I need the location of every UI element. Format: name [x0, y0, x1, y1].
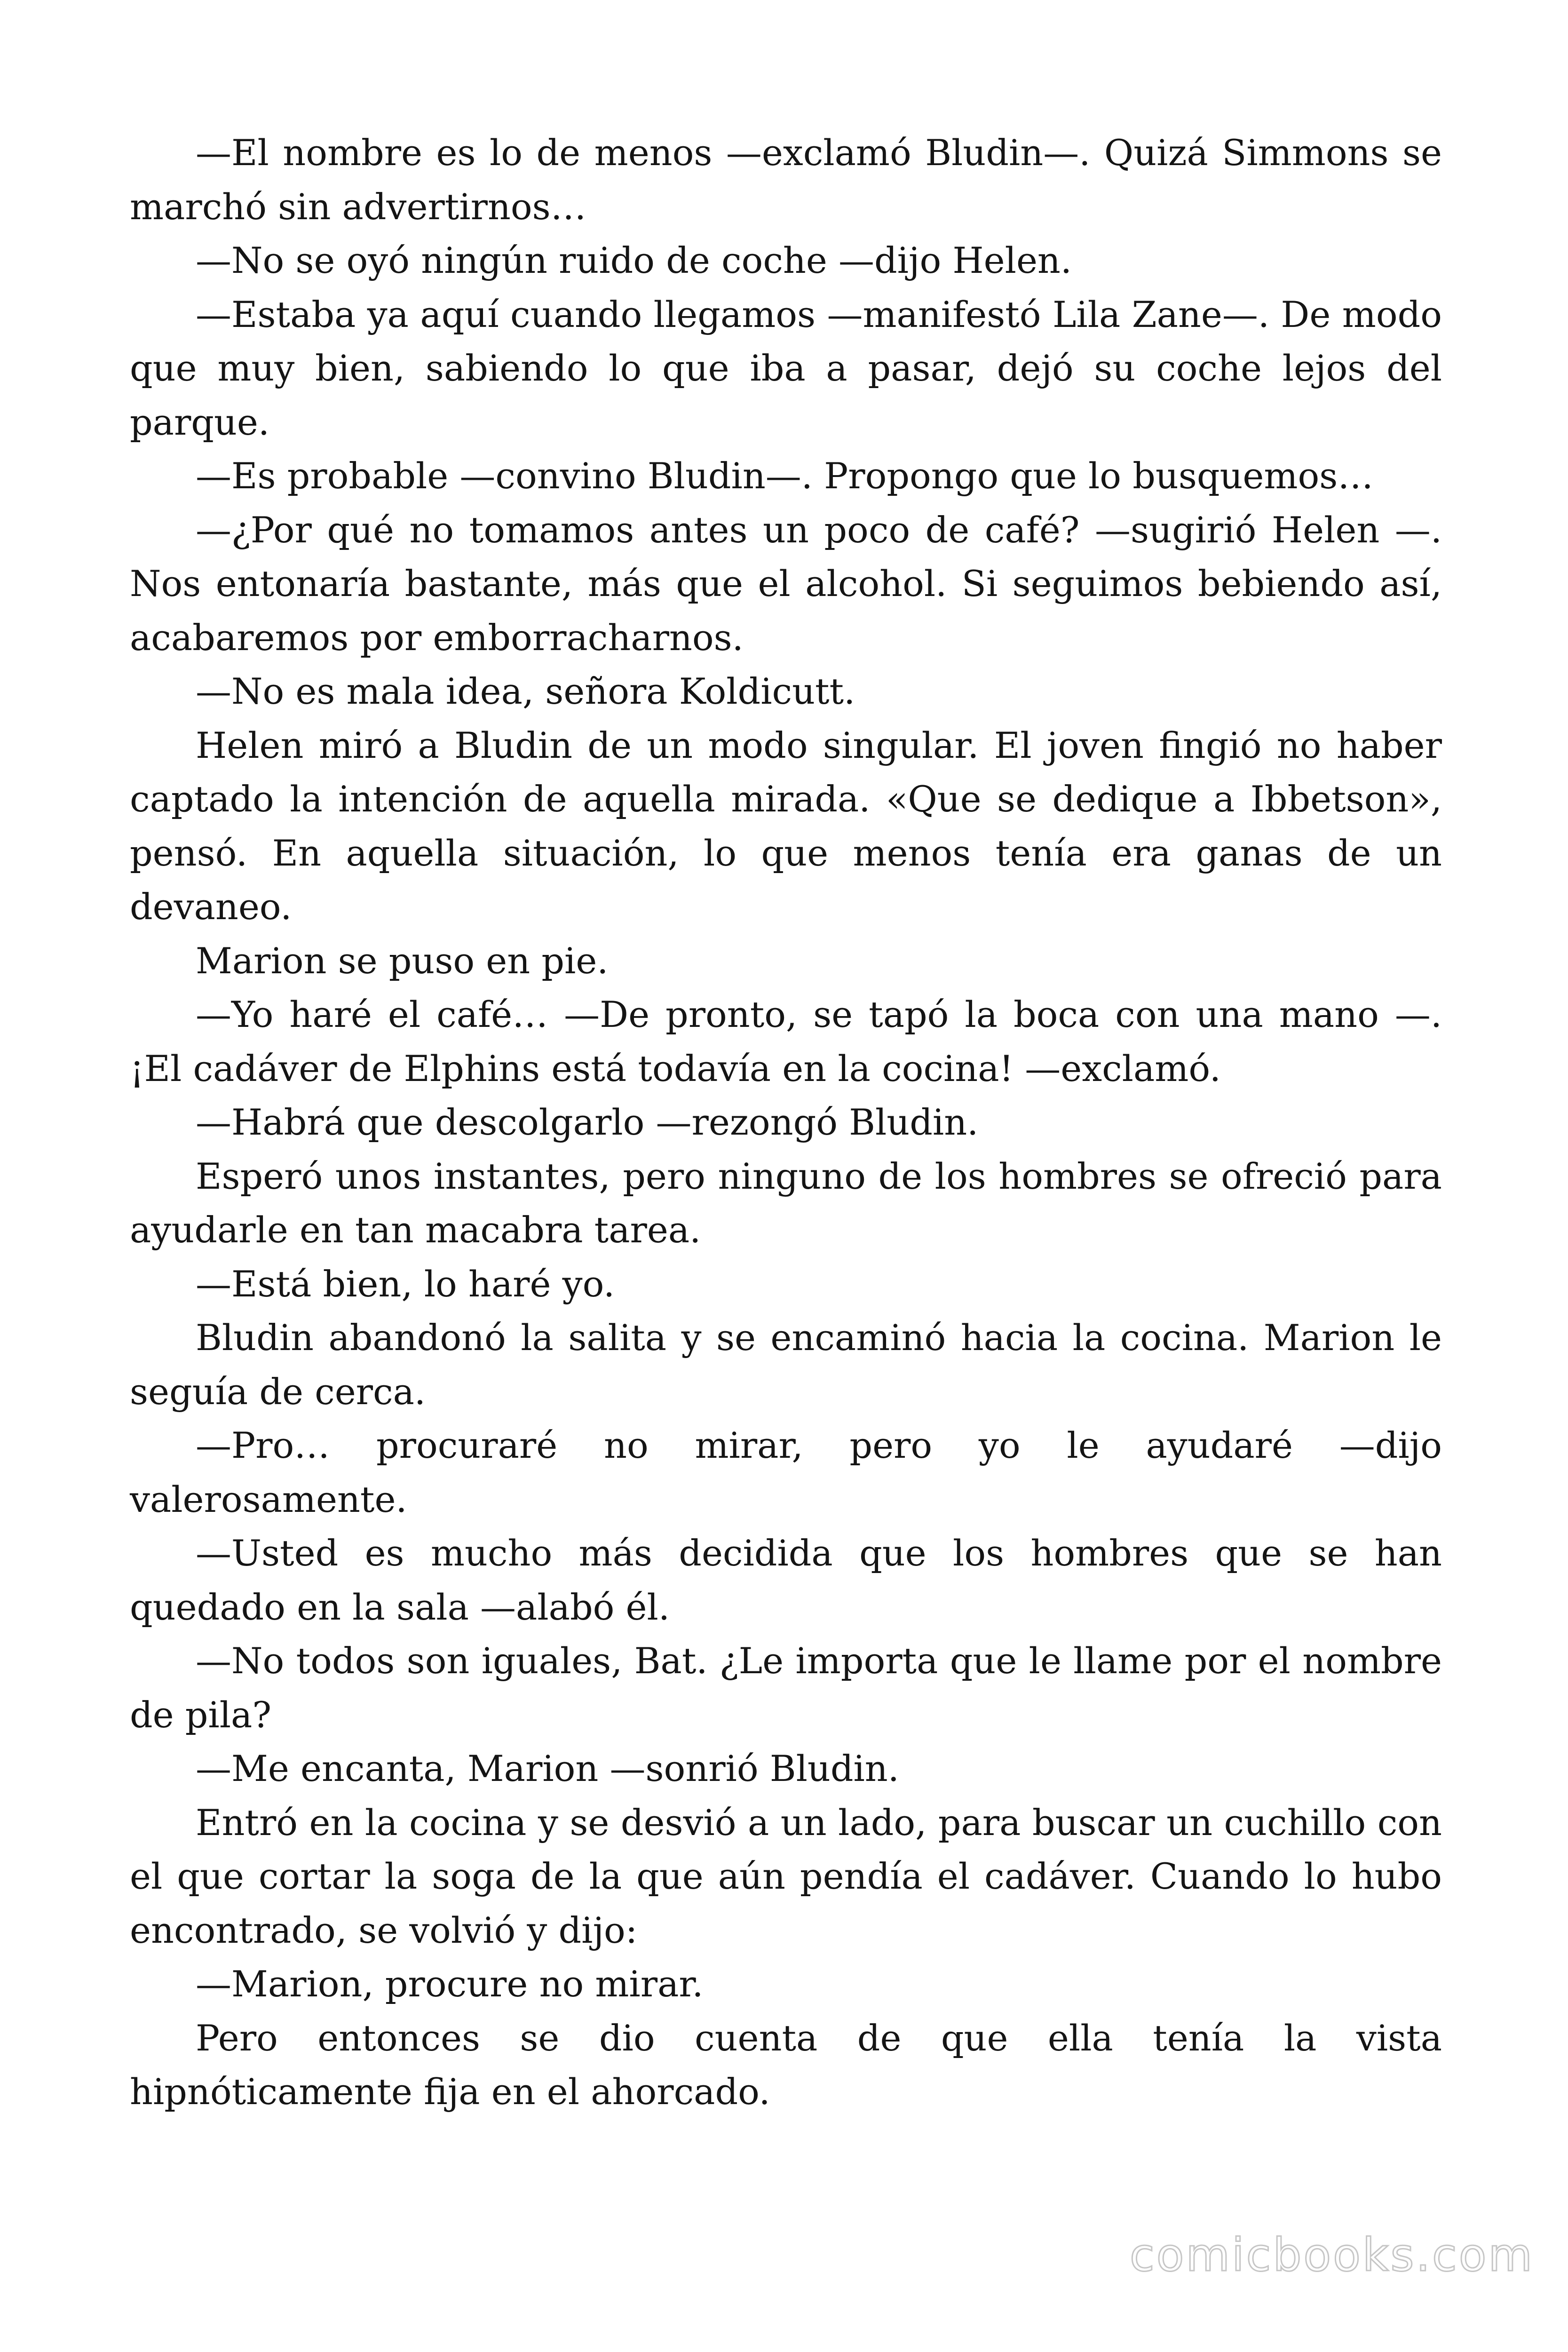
paragraph: —Pro… procuraré no mirar, pero yo le ayudaré —dijo valerosamente.: [130, 1424, 1442, 1520]
paragraph: —Es probable —convino Bludin—. Propongo que lo busquemos…: [196, 455, 1374, 497]
paragraph: —Yo haré el café… —De pronto, se tapó la boca con una mano —. ¡El cadáver de Elphins está todavía en la cocina! —exclamó.: [130, 993, 1442, 1089]
paragraph: —Estaba ya aquí cuando llegamos —manifestó Lila Zane—. De modo que muy bien, sabiendo lo que iba a pasar, dejó su coche lejos del parque.: [130, 293, 1442, 443]
paragraph: —No es mala idea, señora Koldicutt.: [196, 670, 855, 712]
paragraph: Helen miró a Bludin de un modo singular. El joven fingió no haber captado la intención de aquella mirada. «Que se dedique a Ibbetson», pensó. En aquella situación, lo que menos tenía era ganas de un devaneo.: [130, 724, 1442, 928]
paragraph: —Está bien, lo haré yo.: [196, 1263, 615, 1305]
paragraph: —Habrá que descolgarlo —rezongó Bludin.: [196, 1101, 979, 1143]
paragraph: —No todos son iguales, Bat. ¿Le importa que le llame por el nombre de pila?: [130, 1640, 1442, 1736]
paragraph: —No se oyó ningún ruido de coche —dijo Helen.: [196, 239, 1072, 281]
paragraph: —Me encanta, Marion —sonrió Bludin.: [196, 1748, 899, 1789]
paragraph: Bludin abandonó la salita y se encaminó hacia la cocina. Marion le seguía de cerca.: [130, 1317, 1442, 1413]
paragraph: —El nombre es lo de menos —exclamó Bludin—. Quizá Simmons se marchó sin advertirnos…: [130, 132, 1442, 228]
paragraph: Marion se puso en pie.: [196, 939, 609, 982]
paragraph: —Marion, procure no mirar.: [196, 1963, 704, 2005]
paragraph: —Usted es mucho más decidida que los hombres que se han quedado en la sala —alabó él.: [130, 1532, 1442, 1628]
body-text: [130, 126, 1442, 2119]
paragraph: Esperó unos instantes, pero ninguno de los hombres se ofreció para ayudarle en tan macabra tarea.: [130, 1155, 1442, 1251]
paragraph: Entró en la cocina y se desvió a un lado, para buscar un cuchillo con el que cortar la soga de la que aún pendía el cadáver. Cuando lo hubo encontrado, se volvió y dijo:: [130, 1801, 1442, 1951]
paragraph: —¿Por qué no tomamos antes un poco de café? —sugirió Helen —. Nos entonaría bastante, más que el alcohol. Si seguimos bebiendo así, acabaremos por emborracharnos.: [130, 509, 1442, 659]
paragraph: Pero entonces se dio cuenta de que ella tenía la vista hipnóticamente fija en el ahorcado.: [130, 2017, 1442, 2113]
watermark: comicbooks.com: [1129, 2229, 1534, 2281]
